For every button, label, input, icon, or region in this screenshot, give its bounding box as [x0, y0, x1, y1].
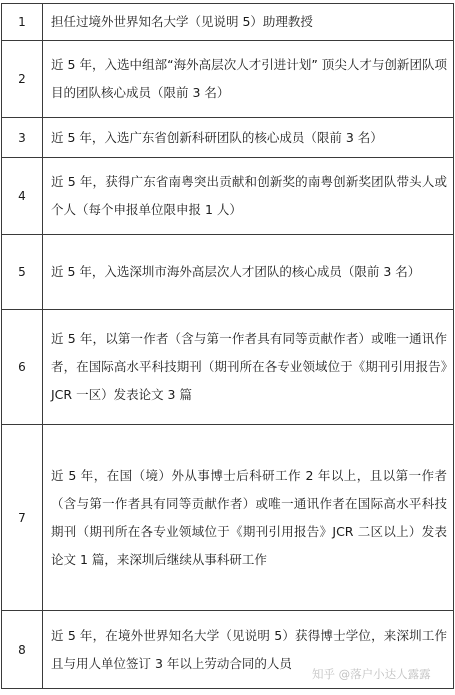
table-row — [2, 310, 454, 425]
row-criterion: 近 5 年，入选中组部“海外高层次人才引进计划” 顶尖人才与创新团队项目的团队核心成员（限前 3 名） — [43, 41, 454, 118]
table-row — [2, 235, 454, 310]
row-criterion: 近 5 年，在境外世界知名大学（见说明 5）获得博士学位，来深圳工作且与用人单位签订 3 年以上劳动合同的人员 — [43, 611, 454, 689]
row-criterion: 近 5 年，获得广东省南粤突出贡献和创新奖的南粤创新奖团队带头人或个人（每个申报单位限申报 1 人） — [43, 158, 454, 235]
table-row — [2, 4, 454, 41]
row-number: 6 — [2, 310, 43, 425]
table-row — [2, 118, 454, 158]
row-number: 3 — [2, 118, 43, 158]
row-criterion: 近 5 年，在国（境）外从事博士后科研工作 2 年以上，且以第一作者（含与第一作者具有同等贡献作者）或唯一通讯作者在国际高水平科技期刊（期刊所在各专业领域位于《期刊引用报告》JCR 二区以上）发表论文 1 篇，来深圳后继续从事科研工作 — [43, 425, 454, 611]
table-row — [2, 158, 454, 235]
row-criterion: 近 5 年，入选深圳市海外高层次人才团队的核心成员（限前 3 名） — [43, 235, 454, 310]
row-criterion: 近 5 年，入选广东省创新科研团队的核心成员（限前 3 名） — [43, 118, 454, 158]
table-row — [2, 425, 454, 611]
row-number: 8 — [2, 611, 43, 689]
table-row — [2, 41, 454, 118]
row-criterion: 近 5 年，以第一作者（含与第一作者具有同等贡献作者）或唯一通讯作者，在国际高水平科技期刊（期刊所在各专业领域位于《期刊引用报告》JCR 一区）发表论文 3 篇 — [43, 310, 454, 425]
row-number: 4 — [2, 158, 43, 235]
criteria-table — [1, 3, 454, 689]
row-number: 2 — [2, 41, 43, 118]
row-number: 1 — [2, 4, 43, 41]
watermark: 知乎 @落户小达人露露 — [312, 667, 431, 681]
row-criterion: 担任过境外世界知名大学（见说明 5）助理教授 — [43, 4, 454, 41]
row-number: 5 — [2, 235, 43, 310]
row-number: 7 — [2, 425, 43, 611]
